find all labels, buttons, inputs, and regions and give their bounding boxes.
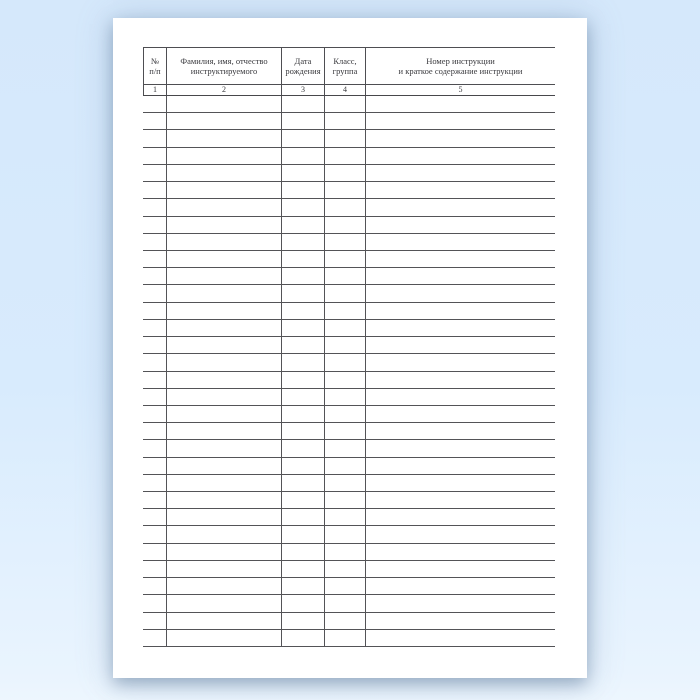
table-cell: [324, 303, 365, 319]
table-cell: [166, 320, 281, 336]
table-cell: [143, 234, 166, 250]
table-cell: [281, 509, 324, 525]
table-cell: [281, 544, 324, 560]
table-cell: [143, 389, 166, 405]
table-cell: [324, 509, 365, 525]
table-row: [143, 595, 555, 612]
table-row: [143, 199, 555, 216]
table-cell: [281, 526, 324, 542]
table-cell: [281, 113, 324, 129]
table-cell: [281, 268, 324, 284]
table-cell: [324, 354, 365, 370]
table-cell: [281, 406, 324, 422]
table-cell: [143, 561, 166, 577]
table-cell: [166, 217, 281, 233]
table-row: [143, 630, 555, 647]
table-cell: [143, 475, 166, 491]
table-cell: [324, 251, 365, 267]
table-cell: [143, 113, 166, 129]
table-row: [143, 578, 555, 595]
table-row: [143, 458, 555, 475]
table-cell: [324, 199, 365, 215]
table-cell: [166, 561, 281, 577]
table-cell: [365, 130, 555, 146]
table-row: [143, 372, 555, 389]
column-number: 1: [143, 85, 166, 95]
table-cell: [365, 595, 555, 611]
table-cell: [365, 199, 555, 215]
table-cell: [365, 440, 555, 456]
table-cell: [324, 423, 365, 439]
table-cell: [324, 268, 365, 284]
table-cell: [324, 130, 365, 146]
instruction-log-table: [143, 47, 555, 647]
table-cell: [324, 630, 365, 646]
table-cell: [365, 354, 555, 370]
table-cell: [166, 337, 281, 353]
table-cell: [324, 337, 365, 353]
table-cell: [166, 526, 281, 542]
header-cell-birthdate: [281, 48, 324, 84]
table-cell: [324, 148, 365, 164]
table-cell: [166, 285, 281, 301]
table-row: [143, 96, 555, 113]
table-cell: [324, 544, 365, 560]
table-row: [143, 337, 555, 354]
table-cell: [143, 595, 166, 611]
table-cell: [365, 406, 555, 422]
table-row: [143, 148, 555, 165]
table-cell: [166, 492, 281, 508]
table-cell: [281, 303, 324, 319]
table-cell: [281, 234, 324, 250]
table-cell: [281, 165, 324, 181]
table-cell: [365, 234, 555, 250]
table-cell: [365, 182, 555, 198]
table-cell: [324, 492, 365, 508]
table-row: [143, 303, 555, 320]
table-row: [143, 526, 555, 543]
table-row: [143, 217, 555, 234]
table-row: [143, 354, 555, 371]
header-label: №: [150, 55, 160, 66]
table-cell: [166, 423, 281, 439]
table-row: [143, 406, 555, 423]
table-row: [143, 268, 555, 285]
header-label: п/п: [149, 66, 161, 76]
table-body: [143, 96, 555, 647]
table-cell: [143, 526, 166, 542]
header-label: Номер инструкции: [426, 55, 495, 66]
table-row: [143, 561, 555, 578]
table-cell: [166, 613, 281, 629]
table-cell: [281, 492, 324, 508]
table-cell: [143, 182, 166, 198]
table-cell: [143, 130, 166, 146]
table-cell: [324, 406, 365, 422]
column-number: 5: [365, 85, 555, 95]
table-row: [143, 492, 555, 509]
table-cell: [365, 561, 555, 577]
table-row: [143, 475, 555, 492]
table-cell: [365, 320, 555, 336]
table-cell: [143, 406, 166, 422]
table-cell: [281, 630, 324, 646]
table-cell: [324, 234, 365, 250]
table-cell: [143, 251, 166, 267]
table-cell: [143, 630, 166, 646]
table-cell: [166, 234, 281, 250]
table-cell: [166, 113, 281, 129]
table-cell: [365, 613, 555, 629]
table-cell: [324, 578, 365, 594]
table-cell: [281, 199, 324, 215]
header-label: инструктируемого: [190, 66, 258, 76]
table-cell: [365, 423, 555, 439]
table-cell: [166, 182, 281, 198]
header-label: рождения: [285, 66, 321, 76]
table-cell: [281, 217, 324, 233]
table-cell: [365, 578, 555, 594]
table-cell: [166, 372, 281, 388]
table-cell: [143, 423, 166, 439]
table-cell: [143, 285, 166, 301]
table-row: [143, 440, 555, 457]
table-cell: [324, 389, 365, 405]
table-cell: [166, 130, 281, 146]
table-cell: [166, 630, 281, 646]
table-row: [143, 130, 555, 147]
table-row: [143, 251, 555, 268]
table-cell: [365, 268, 555, 284]
table-cell: [281, 440, 324, 456]
table-cell: [143, 217, 166, 233]
table-cell: [281, 372, 324, 388]
table-cell: [365, 492, 555, 508]
table-cell: [281, 561, 324, 577]
table-cell: [281, 320, 324, 336]
table-cell: [324, 372, 365, 388]
table-cell: [143, 320, 166, 336]
table-row: [143, 509, 555, 526]
header-label: Фамилия, имя, отчество: [180, 55, 268, 66]
header-cell-npp: [143, 48, 166, 84]
table-cell: [365, 251, 555, 267]
table-cell: [143, 268, 166, 284]
table-cell: [365, 217, 555, 233]
table-cell: [281, 130, 324, 146]
table-cell: [281, 182, 324, 198]
table-cell: [281, 96, 324, 112]
table-row: [143, 544, 555, 561]
table-row: [143, 234, 555, 251]
table-cell: [365, 544, 555, 560]
header-label: и краткое содержание инструкции: [398, 66, 523, 76]
table-cell: [166, 406, 281, 422]
table-cell: [166, 389, 281, 405]
table-cell: [324, 475, 365, 491]
column-number: 2: [166, 85, 281, 95]
table-cell: [365, 389, 555, 405]
table-cell: [324, 182, 365, 198]
table-cell: [166, 595, 281, 611]
document-sheet: [113, 18, 587, 678]
table-cell: [143, 458, 166, 474]
table-cell: [324, 165, 365, 181]
table-cell: [166, 544, 281, 560]
table-row: [143, 320, 555, 337]
table-cell: [365, 285, 555, 301]
table-cell: [143, 509, 166, 525]
table-row: [143, 389, 555, 406]
table-cell: [324, 613, 365, 629]
table-cell: [143, 165, 166, 181]
table-cell: [365, 337, 555, 353]
table-cell: [166, 458, 281, 474]
column-numbers-row: [143, 85, 555, 96]
table-cell: [365, 96, 555, 112]
table-cell: [143, 613, 166, 629]
table-cell: [365, 509, 555, 525]
table-header-row: [143, 47, 555, 85]
table-cell: [281, 389, 324, 405]
table-cell: [166, 578, 281, 594]
table-cell: [281, 251, 324, 267]
table-cell: [166, 148, 281, 164]
table-cell: [166, 268, 281, 284]
table-cell: [324, 561, 365, 577]
table-cell: [166, 199, 281, 215]
table-cell: [324, 458, 365, 474]
table-row: [143, 613, 555, 630]
header-cell-instruction: [365, 48, 555, 84]
table-cell: [166, 509, 281, 525]
table-cell: [365, 165, 555, 181]
table-cell: [324, 217, 365, 233]
table-cell: [143, 544, 166, 560]
table-cell: [281, 475, 324, 491]
table-row: [143, 182, 555, 199]
table-cell: [281, 354, 324, 370]
table-cell: [281, 613, 324, 629]
table-cell: [365, 148, 555, 164]
table-cell: [166, 354, 281, 370]
table-cell: [143, 96, 166, 112]
table-cell: [365, 526, 555, 542]
table-cell: [143, 199, 166, 215]
table-cell: [324, 285, 365, 301]
table-row: [143, 285, 555, 302]
table-cell: [143, 440, 166, 456]
header-cell-class-group: [324, 48, 365, 84]
table-cell: [281, 458, 324, 474]
table-cell: [281, 578, 324, 594]
table-cell: [324, 595, 365, 611]
table-cell: [324, 320, 365, 336]
table-cell: [281, 595, 324, 611]
table-cell: [365, 475, 555, 491]
table-cell: [166, 96, 281, 112]
table-cell: [143, 148, 166, 164]
table-cell: [281, 148, 324, 164]
table-cell: [143, 578, 166, 594]
table-cell: [143, 492, 166, 508]
table-row: [143, 423, 555, 440]
table-cell: [143, 303, 166, 319]
table-cell: [324, 526, 365, 542]
table-cell: [143, 337, 166, 353]
table-cell: [281, 423, 324, 439]
table-cell: [166, 475, 281, 491]
table-row: [143, 165, 555, 182]
table-cell: [324, 96, 365, 112]
table-cell: [365, 458, 555, 474]
column-number: 3: [281, 85, 324, 95]
table-cell: [281, 285, 324, 301]
table-cell: [365, 303, 555, 319]
table-cell: [365, 630, 555, 646]
table-cell: [324, 113, 365, 129]
table-cell: [281, 337, 324, 353]
header-label: Класс,: [333, 55, 357, 66]
column-number: 4: [324, 85, 365, 95]
header-label: Дата: [294, 55, 312, 66]
table-cell: [143, 372, 166, 388]
table-row: [143, 113, 555, 130]
table-cell: [166, 165, 281, 181]
header-cell-name: [166, 48, 281, 84]
table-cell: [166, 440, 281, 456]
table-cell: [324, 440, 365, 456]
table-cell: [365, 372, 555, 388]
table-cell: [166, 251, 281, 267]
table-cell: [166, 303, 281, 319]
table-cell: [143, 354, 166, 370]
header-label: группа: [332, 66, 358, 76]
table-cell: [365, 113, 555, 129]
